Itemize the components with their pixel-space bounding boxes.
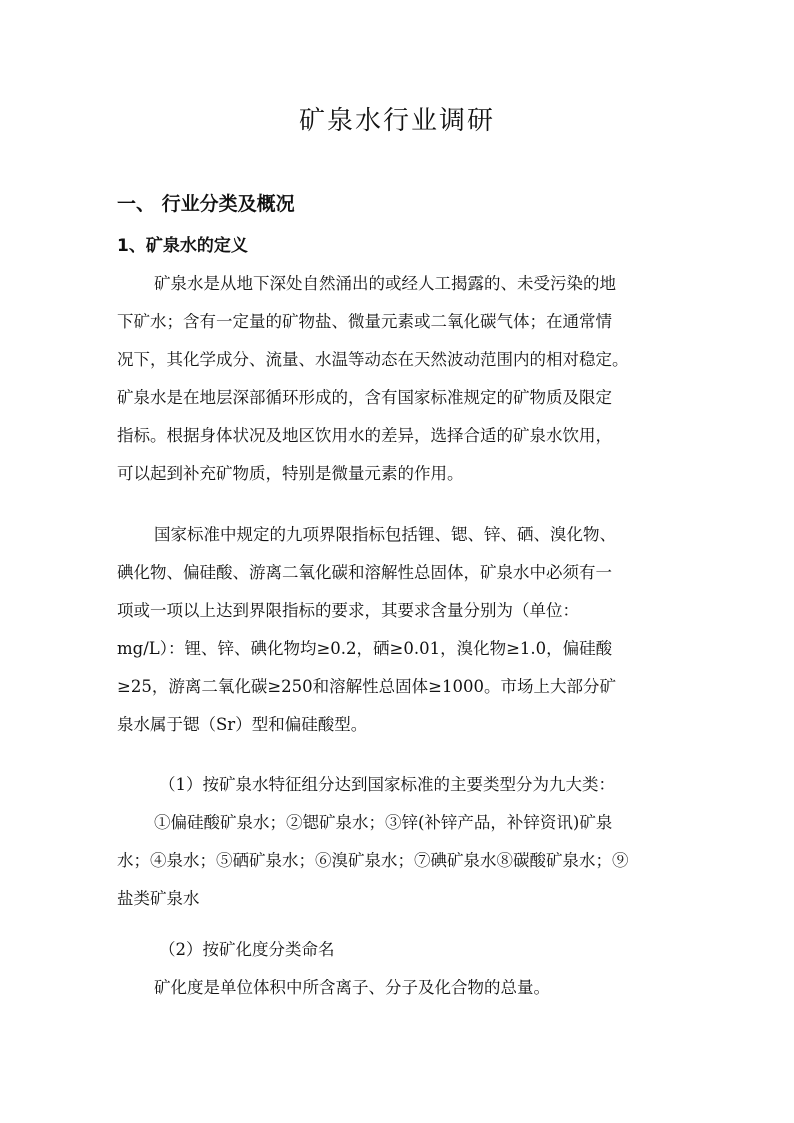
standard-paragraph: 国家标准中规定的九项界限指标包括锂、锶、锌、硒、溴化物、 碘化物、偏硅酸、游离二氧化碳和溶解性总固体，矿泉水中必须有一 项或一项以上达到界限指标的要求，其要求含量分别为（单位： mg/L）：锂、锌、碘化物均≥0.2，硒≥0.01，溴化物≥1.0，偏硅酸 ≥25，游离二氧化碳≥250和溶解性总固体≥1000。市场上大部分矿 泉水属于锶（Sr）型和偏硅酸型。: [117, 525, 616, 734]
document-title: 矿泉水行业调研: [298, 106, 495, 136]
definition-paragraph: 矿泉水是从地下深处自然涌出的或经人工揭露的、未受污染的地 下矿水；含有一定量的矿物盐、微量元素或二氧化碳气体；在通常情 况下，其化学成分、流量、水温等动态在天然波动范围内的相对稳定。 矿泉水是在地层深部循环形成的，含有国家标准规定的矿物质及限定 指标。根据身体状况及地区饮用水的差异，选择合适的矿泉水饮用， 可以起到补充矿物质，特别是微量元素的作用。: [117, 274, 629, 483]
mineralization-paragraph: 矿化度是单位体积中所含离子、分子及化合物的总量。: [154, 978, 550, 997]
classification-heading-1: （1）按矿泉水特征组分达到国家标准的主要类型分为九大类：: [159, 775, 615, 794]
subsection-heading: 1、矿泉水的定义: [117, 236, 248, 256]
classification-list: ①偏硅酸矿泉水；②锶矿泉水；③锌(补锌产品，补锌资讯)矿泉 水；④泉水；⑤硒矿泉水；⑥溴矿泉水；⑦碘矿泉水⑧碳酸矿泉水；⑨ 盐类矿泉水: [117, 813, 629, 908]
section-heading: 一、 行业分类及概况: [117, 193, 295, 215]
classification-heading-2: （2）按矿化度分类命名: [159, 940, 335, 959]
